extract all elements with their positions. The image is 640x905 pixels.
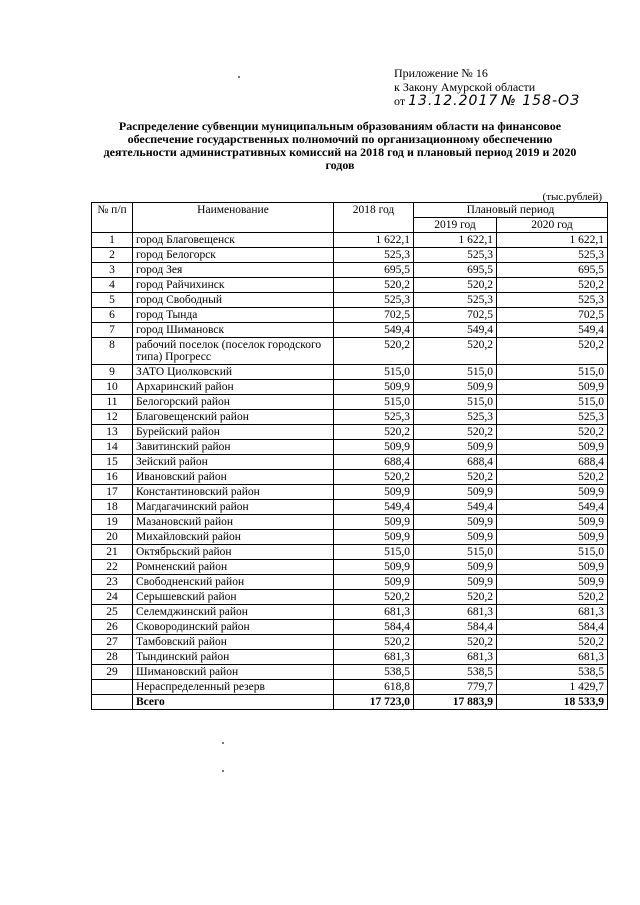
header-2019: 2019 год [414,218,497,233]
table-row [92,605,608,620]
row-number: 7 [92,323,133,338]
value-2020: 584,4 [497,620,608,635]
row-number: 10 [92,380,133,395]
value-2019: 520,2 [414,425,497,440]
value-2019: 681,3 [414,650,497,665]
row-name: Свободненский район [133,575,334,590]
table-row [92,410,608,425]
value-2020: 515,0 [497,365,608,380]
row-name: город Райчихинск [133,278,334,293]
table-row [92,590,608,605]
total-2019: 17 883,9 [414,695,497,710]
row-number: 18 [92,500,133,515]
total-row [92,695,608,710]
value-2020: 549,4 [497,500,608,515]
row-number: 23 [92,575,133,590]
value-2019: 688,4 [414,455,497,470]
value-2018: 688,4 [334,455,414,470]
row-number: 12 [92,410,133,425]
table-row [92,395,608,410]
table-row [92,635,608,650]
units-label: (тыс.рублей) [542,191,602,203]
table-row [92,500,608,515]
value-2018: 520,2 [334,338,414,365]
value-2019: 779,7 [414,680,497,695]
total-2020: 18 533,9 [497,695,608,710]
row-number: 25 [92,605,133,620]
value-2018: 515,0 [334,365,414,380]
row-name: Белогорский район [133,395,334,410]
row-number: 29 [92,665,133,680]
table-row [92,455,608,470]
row-name: Бурейский район [133,425,334,440]
table-row [92,485,608,500]
value-2019: 509,9 [414,380,497,395]
date-prefix: от [394,94,406,108]
value-2019: 509,9 [414,485,497,500]
appendix-date-line [394,94,580,108]
row-name: Нераспределенный резерв [133,680,334,695]
scan-speck [222,770,224,772]
value-2019: 520,2 [414,338,497,365]
value-2019: 695,5 [414,263,497,278]
document-title: Распределение субвенции муниципальным образованиям области на финансовое обеспечение государственных полномочий по организационному обеспечению деятельности административных комиссий на 2018 год и плановый период 2019 и 2020 годов [103,119,577,172]
value-2019: 520,2 [414,278,497,293]
value-2018: 520,2 [334,278,414,293]
value-2018: 584,4 [334,620,414,635]
value-2020: 681,3 [497,605,608,620]
row-name: Благовещенский район [133,410,334,425]
table-row [92,620,608,635]
table-row [92,278,608,293]
header-2020: 2020 год [497,218,608,233]
table-row [92,263,608,278]
value-2019: 509,9 [414,560,497,575]
row-number: 15 [92,455,133,470]
value-2019: 538,5 [414,665,497,680]
table-row [92,560,608,575]
row-name: город Зея [133,263,334,278]
value-2020: 688,4 [497,455,608,470]
value-2020: 509,9 [497,380,608,395]
value-2020: 681,3 [497,650,608,665]
value-2018: 509,9 [334,515,414,530]
value-2020: 509,9 [497,575,608,590]
value-2020: 525,3 [497,293,608,308]
value-2019: 525,3 [414,410,497,425]
value-2019: 509,9 [414,530,497,545]
header-plan: Плановый период [414,203,608,218]
header-row [92,203,608,218]
value-2020: 509,9 [497,515,608,530]
scan-speck [238,76,240,78]
row-name: Ивановский район [133,470,334,485]
row-name: город Белогорск [133,248,334,263]
row-name: Архаринский район [133,380,334,395]
value-2020: 525,3 [497,410,608,425]
value-2019: 1 622,1 [414,233,497,248]
row-name: Сковородинский район [133,620,334,635]
table-row [92,545,608,560]
value-2019: 520,2 [414,470,497,485]
value-2018: 681,3 [334,605,414,620]
row-name: Селемджинский район [133,605,334,620]
scan-speck [222,742,224,744]
row-number: 11 [92,395,133,410]
value-2020: 509,9 [497,440,608,455]
value-2020: 520,2 [497,635,608,650]
value-2018: 549,4 [334,323,414,338]
value-2019: 515,0 [414,365,497,380]
row-name: рабочий поселок (поселок городского типа) Прогресс [133,338,334,365]
row-number: 4 [92,278,133,293]
table-row [92,248,608,263]
value-2018: 538,5 [334,665,414,680]
row-number: 24 [92,590,133,605]
row-number: 28 [92,650,133,665]
row-name: Ромненский район [133,560,334,575]
value-2018: 618,8 [334,680,414,695]
value-2020: 520,2 [497,338,608,365]
value-2020: 702,5 [497,308,608,323]
value-2019: 520,2 [414,635,497,650]
value-2020: 549,4 [497,323,608,338]
table-row [92,338,608,365]
handwritten-date: 13.12.2017 [408,93,499,109]
value-2020: 509,9 [497,530,608,545]
row-name: город Благовещенск [133,233,334,248]
row-number: 3 [92,263,133,278]
row-name: Серышевский район [133,590,334,605]
value-2019: 515,0 [414,545,497,560]
value-2020: 538,5 [497,665,608,680]
header-2018: 2018 год [334,203,414,233]
value-2020: 695,5 [497,263,608,278]
value-2019: 525,3 [414,293,497,308]
row-name: Завитинский район [133,440,334,455]
value-2019: 520,2 [414,590,497,605]
appendix-law: к Закону Амурской области [394,80,536,94]
total-label: Всего [133,695,334,710]
value-2020: 520,2 [497,590,608,605]
row-name: город Тында [133,308,334,323]
value-2020: 515,0 [497,395,608,410]
row-name: Октябрьский район [133,545,334,560]
table-row [92,515,608,530]
row-number: 13 [92,425,133,440]
row-number: 27 [92,635,133,650]
row-number: 20 [92,530,133,545]
table-row [92,425,608,440]
value-2020: 520,2 [497,470,608,485]
value-2019: 549,4 [414,500,497,515]
row-name: город Шимановск [133,323,334,338]
row-number: 1 [92,233,133,248]
table-row [92,365,608,380]
value-2020: 509,9 [497,485,608,500]
value-2018: 695,5 [334,263,414,278]
row-name: Константиновский район [133,485,334,500]
row-number: 22 [92,560,133,575]
table-row [92,470,608,485]
value-2018: 549,4 [334,500,414,515]
table-row [92,680,608,695]
value-2018: 509,9 [334,530,414,545]
row-name: ЗАТО Циолковский [133,365,334,380]
row-number: 19 [92,515,133,530]
appendix-block [394,66,580,108]
value-2019: 509,9 [414,440,497,455]
value-2020: 515,0 [497,545,608,560]
table-row [92,293,608,308]
value-2019: 509,9 [414,575,497,590]
header-name: Наименование [133,203,334,233]
value-2019: 509,9 [414,515,497,530]
row-name: Магдагачинский район [133,500,334,515]
row-number [92,680,133,695]
table-row [92,308,608,323]
value-2018: 509,9 [334,380,414,395]
row-number: 6 [92,308,133,323]
table-row [92,575,608,590]
value-2018: 520,2 [334,635,414,650]
row-name: Тамбовский район [133,635,334,650]
row-number: 26 [92,620,133,635]
value-2018: 525,3 [334,248,414,263]
table-row [92,440,608,455]
value-2018: 525,3 [334,410,414,425]
row-name: Михайловский район [133,530,334,545]
row-number: 14 [92,440,133,455]
table-row [92,650,608,665]
value-2018: 509,9 [334,440,414,455]
row-name: Тындинский район [133,650,334,665]
value-2020: 1 429,7 [497,680,608,695]
value-2018: 515,0 [334,545,414,560]
value-2018: 509,9 [334,485,414,500]
value-2018: 520,2 [334,470,414,485]
value-2018: 525,3 [334,293,414,308]
value-2020: 520,2 [497,425,608,440]
row-number: 9 [92,365,133,380]
value-2018: 1 622,1 [334,233,414,248]
value-2020: 1 622,1 [497,233,608,248]
row-number: 2 [92,248,133,263]
row-name: город Свободный [133,293,334,308]
value-2018: 515,0 [334,395,414,410]
value-2018: 520,2 [334,590,414,605]
row-name: Зейский район [133,455,334,470]
value-2020: 525,3 [497,248,608,263]
value-2018: 520,2 [334,425,414,440]
value-2020: 520,2 [497,278,608,293]
value-2019: 681,3 [414,605,497,620]
value-2020: 509,9 [497,560,608,575]
value-2018: 681,3 [334,650,414,665]
row-number: 21 [92,545,133,560]
table-row [92,380,608,395]
row-number: 17 [92,485,133,500]
value-2019: 515,0 [414,395,497,410]
header-num: № п/п [92,203,133,233]
value-2019: 584,4 [414,620,497,635]
handwritten-number: № 158-ОЗ [501,93,581,109]
table-row [92,233,608,248]
value-2018: 509,9 [334,575,414,590]
value-2019: 525,3 [414,248,497,263]
value-2019: 702,5 [414,308,497,323]
row-number: 8 [92,338,133,365]
value-2018: 509,9 [334,560,414,575]
value-2019: 549,4 [414,323,497,338]
row-number: 16 [92,470,133,485]
value-2018: 702,5 [334,308,414,323]
subvention-table [91,202,608,710]
row-number: 5 [92,293,133,308]
table-row [92,323,608,338]
table-body [92,233,608,710]
total-2018: 17 723,0 [334,695,414,710]
appendix-number: Приложение № 16 [394,66,488,80]
total-number [92,695,133,710]
row-name: Шимановский район [133,665,334,680]
table-row [92,665,608,680]
table-row [92,530,608,545]
row-name: Мазановский район [133,515,334,530]
